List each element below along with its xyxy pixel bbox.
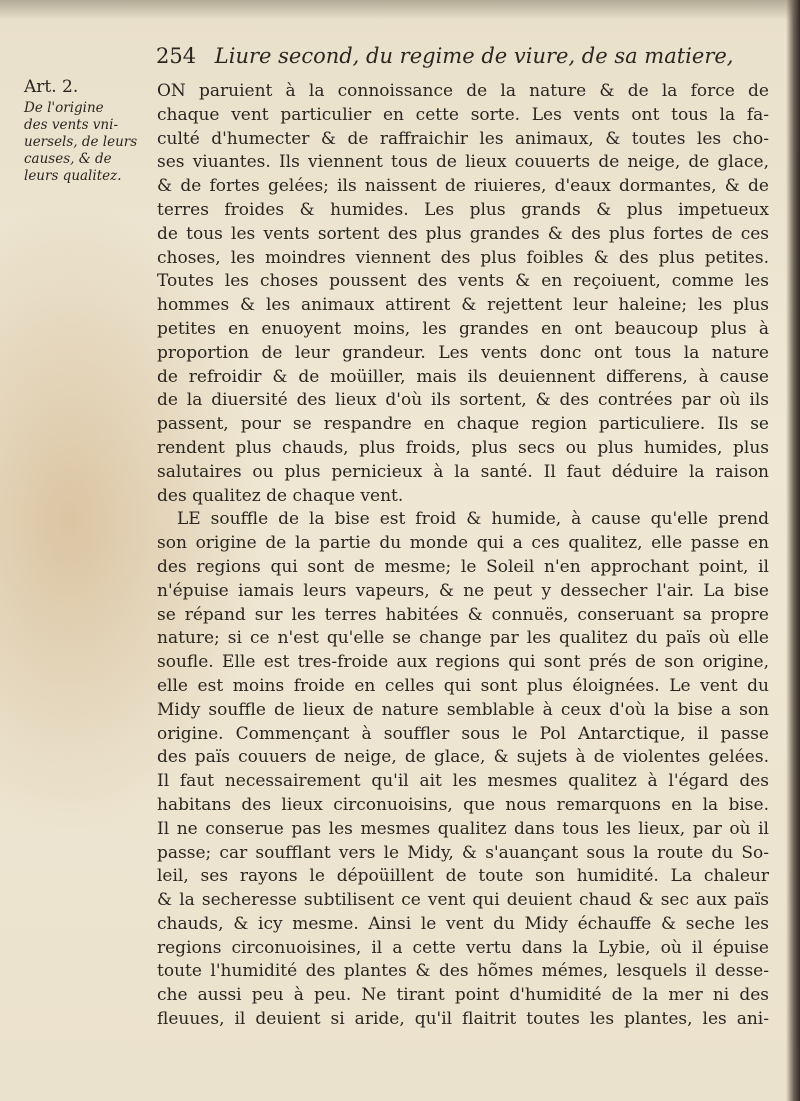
text-line: de tous les vents sortent des plus grandes & des plus fortes de ces (157, 223, 769, 244)
text-line: fleuues, il deuient si aride, qu'il flaitrit toutes les plantes, les ani- (157, 1009, 769, 1030)
text-line: & de fortes gelées; ils naissent de riuieres, d'eaux dormantes, & de (157, 176, 769, 197)
text-line: Toutes les choses poussent des vents & en reçoiuent, comme les (157, 271, 769, 292)
running-title: Liure second, du regime de viure, de sa matiere, (214, 44, 734, 68)
text-line: ON paruient à la connoissance de la nature & de la force de (157, 81, 769, 101)
marginal-note-line: De l'origine (24, 100, 104, 116)
text-line: Il faut necessairement qu'il ait les mesmes qualitez à l'égard des (157, 771, 769, 792)
marginal-note-line: leurs qualitez. (24, 168, 122, 184)
text-line: des qualitez de chaque vent. (157, 485, 404, 506)
text-line: rendent plus chauds, plus froids, plus secs ou plus humides, plus (157, 437, 769, 458)
text-line: che aussi peu à peu. Ne tirant point d'humidité de la mer ni des (157, 985, 769, 1006)
marginal-note-line: uersels, de leurs (24, 134, 138, 150)
text-line: de refroidir & de moüiller, mais ils deuiennent differens, à cause (157, 366, 769, 387)
running-head (156, 44, 766, 72)
text-line: passe; car soufflant vers le Midy, & s'auançant sous la route du So- (157, 842, 769, 863)
text-line: Il ne conserue pas les mesmes qualitez dans tous les lieux, par où il (157, 818, 769, 839)
page-top-shadow (0, 0, 800, 20)
text-line: passent, pour se respandre en chaque region particuliere. Ils se (157, 414, 769, 435)
text-line: hommes & les animaux attirent & rejettent leur haleine; les plus (157, 295, 769, 316)
text-line: origine. Commençant à souffler sous le Pol Antarctique, il passe (157, 723, 769, 744)
text-line: son origine de la partie du monde qui a ces qualitez, elle passe en (157, 533, 769, 554)
text-line: de la diuersité des lieux d'où ils sortent, & des contrées par où ils (157, 390, 769, 411)
body-text (157, 80, 769, 1032)
text-line: nature; si ce n'est qu'elle se change par les qualitez du païs où elle (157, 628, 769, 649)
text-line: habitans des lieux circonuoisins, que nous remarquons en la bise. (157, 794, 769, 815)
page-number: 254 (156, 44, 197, 68)
text-line: elle est moins froide en celles qui sont plus éloignées. Le vent du (157, 675, 769, 696)
text-line: ses viuantes. Ils viennent tous de lieux couuerts de neige, de glace, (157, 152, 769, 173)
page-gutter-shadow (786, 0, 800, 1101)
text-line: se répand sur les terres habitées & connuës, conseruant sa propre (157, 604, 769, 625)
text-line: & la secheresse subtilisent ce vent qui deuient chaud & sec aux païs (157, 890, 769, 911)
marginal-note-line: causes, & de (24, 151, 112, 167)
text-line: chaque vent particulier en cette sorte. Les vents ont tous la fa- (157, 104, 769, 125)
text-line: toute l'humidité des plantes & des hõmes mémes, lesquels il desse- (157, 961, 769, 982)
text-line: petites en enuoyent moins, les grandes en ont beaucoup plus à (157, 318, 769, 339)
text-line: des regions qui sont de mesme; le Soleil n'en approchant point, il (157, 556, 769, 577)
marginal-note (24, 76, 152, 185)
article-number: Art. 2. (24, 77, 79, 97)
text-line: leil, ses rayons le dépoüillent de toute son humidité. La chaleur (157, 866, 769, 887)
marginal-note-line: des vents vni- (24, 117, 119, 133)
text-line: proportion de leur grandeur. Les vents donc ont tous la nature (157, 342, 769, 363)
text-line: salutaires ou plus pernicieux à la santé. Il faut déduire la raison (157, 461, 769, 482)
text-line: chauds, & icy mesme. Ainsi le vent du Midy échauffe & seche les (157, 913, 769, 934)
text-line: culté d'humecter & de raffraichir les animaux, & toutes les cho- (157, 128, 769, 149)
text-line: n'épuise iamais leurs vapeurs, & ne peut y dessecher l'air. La bise (157, 580, 769, 601)
text-line: LE souffle de la bise est froid & humide, à cause qu'elle prend (177, 509, 769, 530)
text-line: terres froides & humides. Les plus grands & plus impetueux (157, 199, 769, 220)
text-line: Midy souffle de lieux de nature semblable à ceux d'où la bise a son (157, 699, 769, 720)
text-line: soufle. Elle est tres-froide aux regions qui sont prés de son origine, (157, 652, 769, 673)
text-line: regions circonuoisines, il a cette vertu dans la Lybie, où il épuise (157, 937, 769, 958)
text-line: choses, les moindres viennent des plus foibles & des plus petites. (157, 247, 769, 268)
text-line: des païs couuers de neige, de glace, & sujets à de violentes gelées. (157, 747, 769, 768)
